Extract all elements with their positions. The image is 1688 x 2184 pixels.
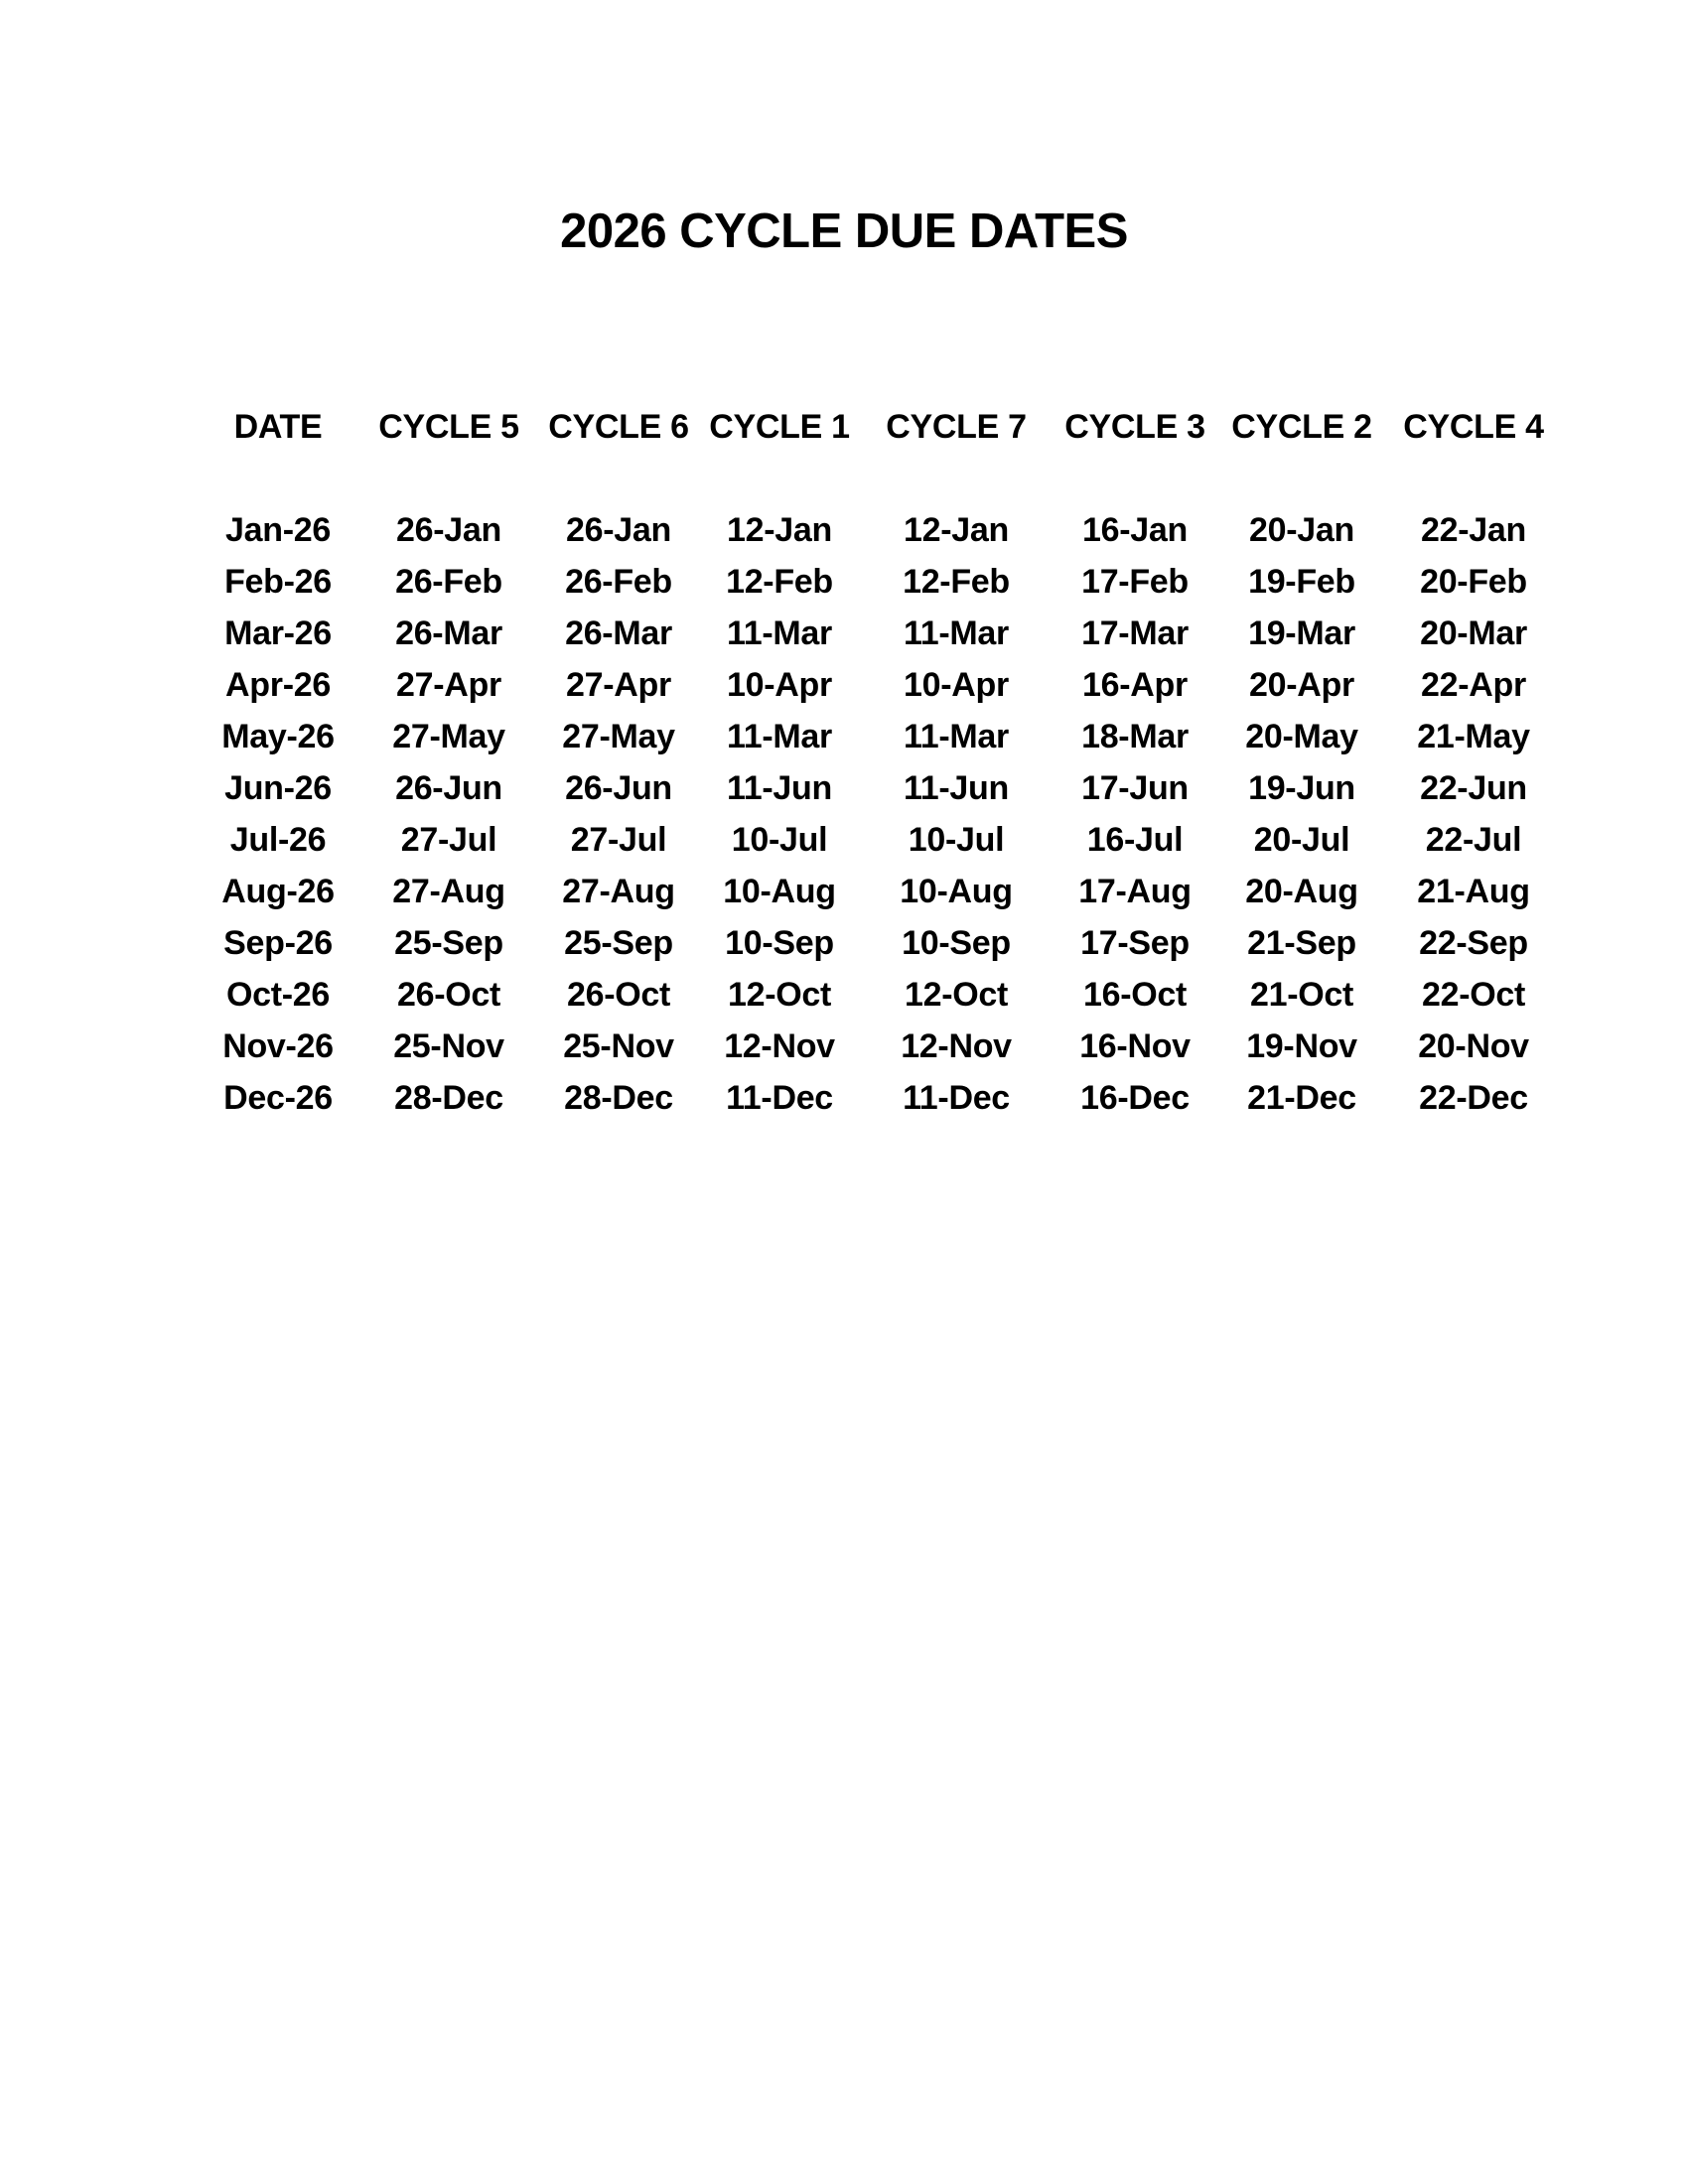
table-cell-cycle-6: 25-Sep xyxy=(564,924,673,962)
table-cell-cycle-6: 25-Nov xyxy=(563,1027,674,1065)
table-cell-cycle-5: 28-Dec xyxy=(394,1079,503,1117)
table-cell-cycle-7: 11-Jun xyxy=(904,769,1009,807)
table-cell-cycle-6: 27-Jul xyxy=(570,821,667,859)
table-body xyxy=(0,504,1688,1124)
table-cell-cycle-5: 27-May xyxy=(392,718,505,755)
table-cell-cycle-5: 27-Aug xyxy=(392,873,505,910)
table-cell-cycle-2: 19-Mar xyxy=(1248,614,1355,652)
table-row xyxy=(0,866,1688,917)
table-cell-date: May-26 xyxy=(221,718,335,755)
table-row xyxy=(0,814,1688,866)
page-title: 2026 CYCLE DUE DATES xyxy=(560,205,1128,258)
table-cell-date: Sep-26 xyxy=(223,924,333,962)
column-header-cycle-1: CYCLE 1 xyxy=(709,408,850,446)
table-cell-cycle-2: 20-Apr xyxy=(1249,666,1354,704)
table-cell-cycle-3: 16-Jul xyxy=(1086,821,1184,859)
table-cell-cycle-7: 12-Jan xyxy=(904,511,1009,549)
table-row xyxy=(0,1021,1688,1072)
table-cell-cycle-2: 19-Nov xyxy=(1246,1027,1357,1065)
table-cell-cycle-1: 10-Apr xyxy=(727,666,832,704)
column-header-cycle-4: CYCLE 4 xyxy=(1403,408,1544,446)
table-cell-cycle-2: 21-Oct xyxy=(1249,976,1354,1014)
table-row xyxy=(0,969,1688,1021)
table-cell-cycle-2: 20-Jan xyxy=(1249,511,1354,549)
table-cell-cycle-3: 16-Nov xyxy=(1079,1027,1191,1065)
table-cell-cycle-1: 12-Jan xyxy=(727,511,832,549)
table-cell-cycle-5: 25-Sep xyxy=(394,924,503,962)
column-header-cycle-7: CYCLE 7 xyxy=(886,408,1027,446)
column-header-cycle-5: CYCLE 5 xyxy=(378,408,519,446)
table-cell-date: Apr-26 xyxy=(225,666,331,704)
table-cell-cycle-6: 28-Dec xyxy=(564,1079,673,1117)
table-cell-cycle-7: 11-Dec xyxy=(903,1079,1010,1117)
table-cell-date: Nov-26 xyxy=(222,1027,334,1065)
table-cell-cycle-6: 27-Aug xyxy=(562,873,675,910)
table-cell-cycle-1: 12-Feb xyxy=(726,563,833,601)
table-cell-cycle-1: 11-Jun xyxy=(727,769,832,807)
table-header-row xyxy=(0,401,1688,453)
table-cell-cycle-4: 21-Aug xyxy=(1417,873,1530,910)
table-cell-date: Aug-26 xyxy=(221,873,335,910)
table-cell-cycle-1: 10-Sep xyxy=(725,924,834,962)
table-cell-date: Oct-26 xyxy=(225,976,331,1014)
table-cell-cycle-3: 17-Mar xyxy=(1081,614,1189,652)
table-cell-cycle-5: 27-Jul xyxy=(400,821,497,859)
table-cell-cycle-4: 20-Nov xyxy=(1418,1027,1529,1065)
table-cell-cycle-3: 16-Apr xyxy=(1082,666,1188,704)
table-cell-date: Dec-26 xyxy=(223,1079,333,1117)
table-cell-cycle-7: 11-Mar xyxy=(904,614,1009,652)
table-cell-cycle-3: 16-Dec xyxy=(1080,1079,1190,1117)
table-cell-cycle-3: 17-Aug xyxy=(1078,873,1192,910)
table-cell-cycle-5: 25-Nov xyxy=(393,1027,504,1065)
table-cell-cycle-5: 26-Jan xyxy=(396,511,501,549)
table-cell-cycle-4: 22-Oct xyxy=(1421,976,1526,1014)
table-cell-cycle-6: 27-Apr xyxy=(566,666,671,704)
table-cell-cycle-3: 17-Feb xyxy=(1081,563,1189,601)
table-cell-date: Jun-26 xyxy=(224,769,332,807)
table-cell-cycle-4: 22-Apr xyxy=(1421,666,1526,704)
table-cell-cycle-5: 26-Feb xyxy=(395,563,502,601)
table-cell-cycle-4: 22-Jun xyxy=(1420,769,1527,807)
table-cell-cycle-7: 11-Mar xyxy=(904,718,1009,755)
table-row xyxy=(0,556,1688,608)
table-cell-cycle-1: 11-Dec xyxy=(726,1079,833,1117)
table-cell-cycle-2: 20-May xyxy=(1245,718,1358,755)
table-cell-cycle-1: 12-Oct xyxy=(727,976,832,1014)
table-cell-cycle-2: 19-Jun xyxy=(1248,769,1355,807)
table-cell-cycle-6: 26-Jun xyxy=(565,769,672,807)
table-cell-cycle-4: 21-May xyxy=(1417,718,1530,755)
column-header-date: DATE xyxy=(233,408,323,446)
table-cell-cycle-2: 20-Aug xyxy=(1245,873,1358,910)
table-cell-cycle-3: 18-Mar xyxy=(1081,718,1189,755)
table-cell-cycle-2: 21-Sep xyxy=(1247,924,1356,962)
table-cell-cycle-7: 10-Sep xyxy=(902,924,1011,962)
table-cell-cycle-6: 27-May xyxy=(562,718,675,755)
table-cell-cycle-5: 27-Apr xyxy=(396,666,501,704)
table-cell-cycle-7: 10-Jul xyxy=(908,821,1005,859)
table-row xyxy=(0,711,1688,762)
table-cell-cycle-5: 26-Mar xyxy=(395,614,502,652)
table-row xyxy=(0,917,1688,969)
table-cell-cycle-4: 22-Sep xyxy=(1419,924,1528,962)
table-cell-cycle-5: 26-Jun xyxy=(395,769,502,807)
table-cell-date: Mar-26 xyxy=(224,614,332,652)
column-header-cycle-3: CYCLE 3 xyxy=(1064,408,1205,446)
column-header-cycle-6: CYCLE 6 xyxy=(548,408,689,446)
table-cell-cycle-7: 12-Oct xyxy=(904,976,1009,1014)
table-cell-cycle-7: 10-Apr xyxy=(904,666,1009,704)
table-cell-cycle-7: 12-Nov xyxy=(901,1027,1012,1065)
table-cell-date: Jan-26 xyxy=(225,511,331,549)
table-cell-cycle-4: 22-Jul xyxy=(1425,821,1522,859)
table-row xyxy=(0,762,1688,814)
table-cell-date: Feb-26 xyxy=(224,563,332,601)
table-cell-cycle-1: 11-Mar xyxy=(727,614,832,652)
table-cell-cycle-1: 10-Aug xyxy=(723,873,836,910)
table-cell-cycle-1: 12-Nov xyxy=(724,1027,835,1065)
table-cell-cycle-2: 19-Feb xyxy=(1248,563,1355,601)
table-cell-date: Jul-26 xyxy=(229,821,327,859)
table-cell-cycle-6: 26-Jan xyxy=(566,511,671,549)
table-cell-cycle-5: 26-Oct xyxy=(396,976,501,1014)
table-cell-cycle-2: 21-Dec xyxy=(1247,1079,1356,1117)
table-cell-cycle-4: 20-Mar xyxy=(1420,614,1527,652)
table-cell-cycle-3: 16-Jan xyxy=(1082,511,1188,549)
table-cell-cycle-4: 22-Dec xyxy=(1419,1079,1528,1117)
table-cell-cycle-6: 26-Mar xyxy=(565,614,672,652)
table-cell-cycle-1: 10-Jul xyxy=(731,821,828,859)
table-cell-cycle-3: 17-Sep xyxy=(1080,924,1190,962)
table-row xyxy=(0,504,1688,556)
table-row xyxy=(0,659,1688,711)
table-cell-cycle-7: 10-Aug xyxy=(900,873,1013,910)
table-cell-cycle-7: 12-Feb xyxy=(903,563,1010,601)
table-cell-cycle-3: 16-Oct xyxy=(1082,976,1188,1014)
table-cell-cycle-1: 11-Mar xyxy=(727,718,832,755)
column-header-cycle-2: CYCLE 2 xyxy=(1231,408,1372,446)
table-cell-cycle-6: 26-Oct xyxy=(566,976,671,1014)
table-row xyxy=(0,1072,1688,1124)
table-cell-cycle-6: 26-Feb xyxy=(565,563,672,601)
table-cell-cycle-2: 20-Jul xyxy=(1253,821,1350,859)
table-cell-cycle-4: 20-Feb xyxy=(1420,563,1527,601)
table-cell-cycle-3: 17-Jun xyxy=(1081,769,1189,807)
table-row xyxy=(0,608,1688,659)
table-cell-cycle-4: 22-Jan xyxy=(1421,511,1526,549)
